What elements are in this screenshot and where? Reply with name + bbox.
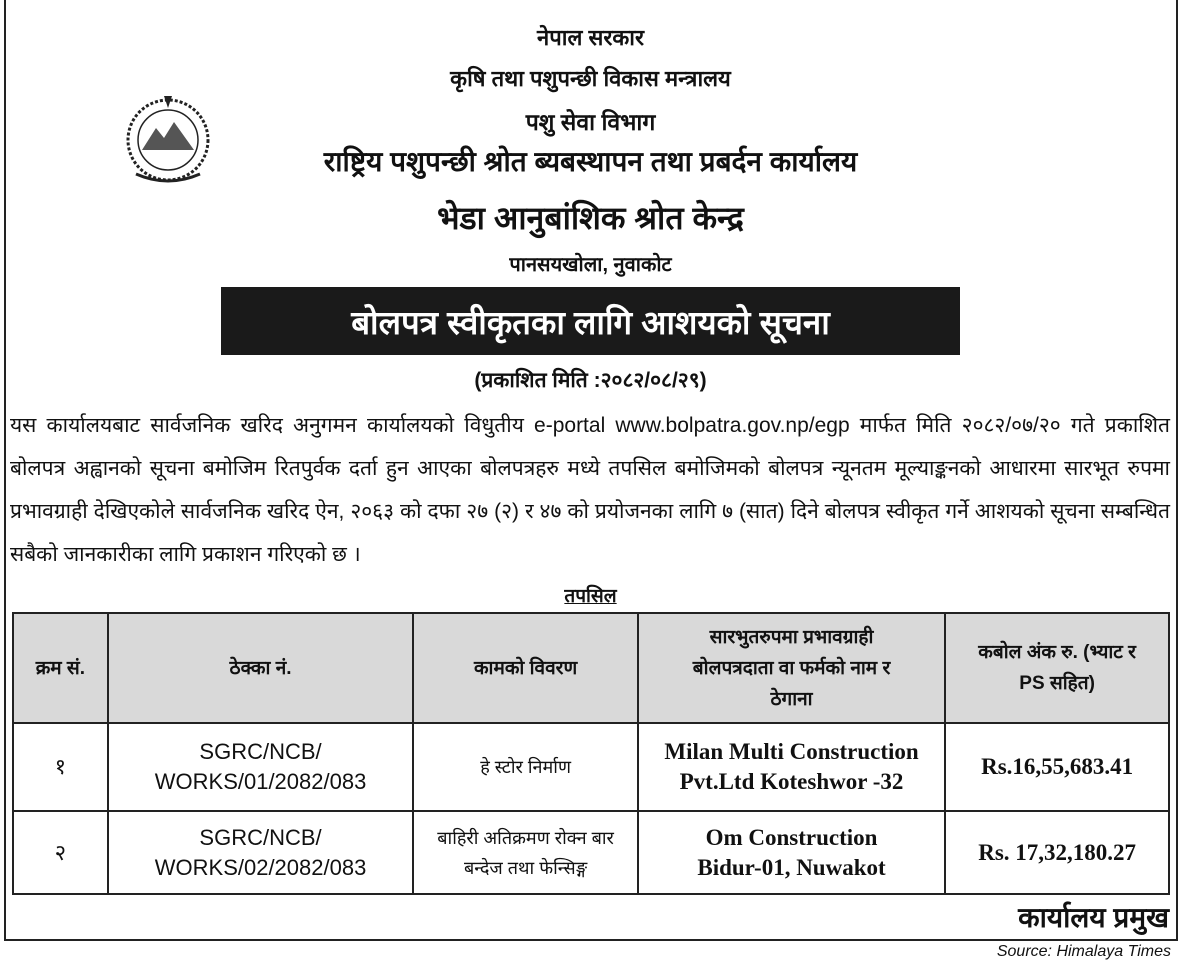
bidder-cell [638,811,945,894]
serial-cell: १ [13,723,108,811]
bidder-address: Bidur-01, Nuwakot [697,854,886,880]
contract-line: WORKS/02/2082/083 [154,854,367,880]
table-caption: तपसिल [564,586,617,607]
notice-body: यस कार्यालयबाट सार्वजनिक खरिद अनुगमन कार्यालयको विधुतीय e-portal www.bolpatra.gov.np/egp मार्फत मिति २०८२/०७/२० गते प्रकाशित बोलपत्र अह्वानको सूचना बमोजिम रितपुर्वक दर्ता हुन आएका बोलपत्रहरु मध्ये तपसिल बमोजिमको बोलपत्र न्यूनतम मूल्याङ्कनको आधारमा सारभूत रुपमा प्रभावग्राही देखिएकोले सार्वजनिक खरिद ऐन, २०६३ को दफा २७ (२) र ४७ को प्रयोजनका लागि ७ (सात) दिने बोलपत्र स्वीकृत गर्ने आशयको सूचना सम्बन्धित सबैको जानकारीका लागि प्रकाशन गरिएको छ । [10,414,1170,566]
signature-office-chief: कार्यालय प्रमुख [1018,902,1169,933]
source-credit: Source: Himalaya Times [996,943,1171,960]
bidder-name: Milan Multi Construction [664,739,919,764]
table-header-row [13,613,1169,723]
table-row [13,723,1169,811]
bid-table [12,612,1170,895]
amount-cell: Rs. 17,32,180.27 [945,811,1169,894]
contract-cell [108,811,414,894]
table-row [13,811,1169,894]
bidder-name: Om Construction [705,824,878,850]
contract-line: SGRC/NCB/ [199,739,322,764]
center-name: भेडा आनुबांशिक श्रोत केन्द्र [437,200,744,236]
work-cell: बाहिरी अतिक्रमण रोक्न बार बन्देज तथा फेन्सिङ्ग [413,811,637,894]
department-name: पशु सेवा विभाग [525,109,656,135]
header-contract-no: ठेक्का नं. [108,613,414,723]
amount-cell: Rs.16,55,683.41 [945,723,1169,811]
serial-cell: २ [13,811,108,894]
published-date: (प्रकाशित मिति :२०८२/०८/२९) [474,369,707,392]
contract-line: SGRC/NCB/ [199,824,322,850]
government-name: नेपाल सरकार [537,25,644,50]
header-amount: कबोल अंक रु. (भ्याट र PS सहित) [945,613,1169,723]
header-work-description: कामको विवरण [413,613,637,723]
header-bidder: सारभुतरुपमा प्रभावग्राही बोलपत्रदाता वा फर्मको नाम र ठेगाना [638,613,945,723]
header-serial: क्रम सं. [13,613,108,723]
office-name: राष्ट्रिय पशुपन्छी श्रोत ब्यबस्थापन तथा प्रबर्दन कार्यालय [323,146,858,177]
ministry-name: कृषि तथा पशुपन्छी विकास मन्त्रालय [450,66,731,91]
bidder-address: Pvt.Ltd Koteshwor -32 [679,769,904,794]
notice-title: बोलपत्र स्वीकृतका लागि आशयको सूचना [221,287,960,355]
contract-cell [108,723,414,811]
office-location: पानसयखोला, नुवाकोट [509,254,672,276]
work-cell: हे स्टोर निर्माण [413,723,637,811]
contract-line: WORKS/01/2082/083 [154,769,367,794]
bidder-cell [638,723,945,811]
